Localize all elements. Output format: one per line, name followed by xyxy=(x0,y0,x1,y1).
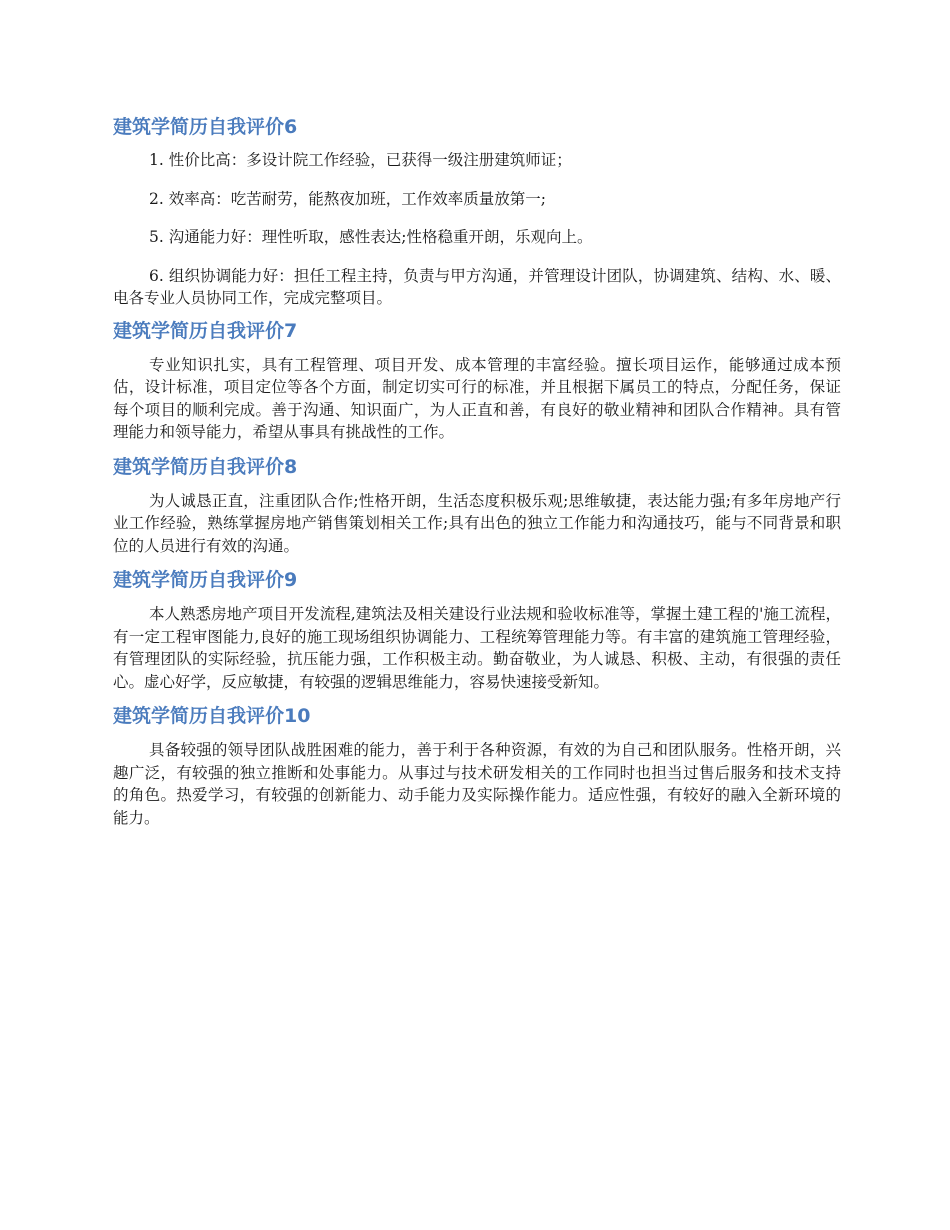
section-title: 建筑学简历自我评价10 xyxy=(113,705,311,727)
list-item: 6. 组织协调能力好：担任工程主持，负责与甲方沟通，并管理设计团队，协调建筑、结构、水、暖、电各专业人员协同工作，完成完整项目。 xyxy=(113,266,841,307)
section-8 xyxy=(113,452,841,558)
section-body: 具备较强的领导团队战胜困难的能力，善于利于各种资源，有效的为自己和团队服务。性格开朗，兴趣广泛，有较强的独立推断和处事能力。从事过与技术研发相关的工作同时也担当过售后服务和技术支持的角色。热爱学习，有较强的创新能力、动手能力及实际操作能力。适应性强，有较好的融入全新环境的能力。 xyxy=(113,741,841,827)
section-title: 建筑学简历自我评价7 xyxy=(113,319,298,342)
section-title: 建筑学简历自我评价8 xyxy=(113,455,298,478)
list-item: 2. 效率高：吃苦耐劳，能熬夜加班，工作效率质量放第一; xyxy=(149,189,546,208)
section-10 xyxy=(113,701,841,829)
section-body: 为人诚恳正直，注重团队合作;性格开朗，生活态度积极乐观;思维敏捷，表达能力强;有多年房地产行业工作经验，熟练掌握房地产销售策划相关工作;具有出色的独立工作能力和沟通技巧，能与不同背景和职位的人员进行有效的沟通。 xyxy=(113,491,841,555)
section-7 xyxy=(113,316,841,444)
section-body: 专业知识扎实，具有工程管理、项目开发、成本管理的丰富经验。擅长项目运作，能够通过成本预估，设计标准，项目定位等各个方面，制定切实可行的标准，并且根据下属员工的特点，分配任务，保证每个项目的顺利完成。善于沟通、知识面广，为人正直和善，有良好的敬业精神和团队合作精神。具有管理能力和领导能力，希望从事具有挑战性的工作。 xyxy=(113,355,841,441)
list-item: 5. 沟通能力好：理性听取，感性表达;性格稳重开朗，乐观向上。 xyxy=(149,228,593,246)
section-9 xyxy=(113,565,841,693)
section-title: 建筑学简历自我评价6 xyxy=(113,116,298,138)
section-body: 本人熟悉房地产项目开发流程,建筑法及相关建设行业法规和验收标准等，掌握土建工程的'施工流程，有一定工程审图能力,良好的施工现场组织协调能力、工程统筹管理能力等。有丰富的建筑施工管理经验，有管理团队的实际经验，抗压能力强，工作积极主动。勤奋敬业，为人诚恳、积极、主动，有很强的责任心。虚心好学，反应敏捷，有较强的逻辑思维能力，容易快速接受新知。 xyxy=(113,605,841,691)
document-page xyxy=(113,112,841,837)
section-title: 建筑学简历自我评价9 xyxy=(113,569,298,591)
list-item: 1. 性价比高：多设计院工作经验，已获得一级注册建筑师证； xyxy=(149,151,572,169)
section-6 xyxy=(113,112,841,310)
